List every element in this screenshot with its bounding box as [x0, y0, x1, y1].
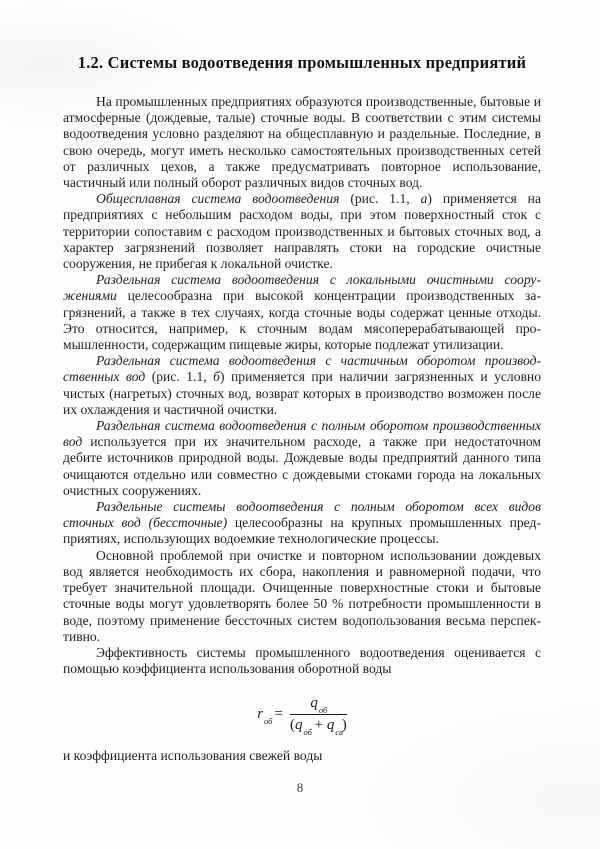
- formula-recycled-water-coefficient: [63, 695, 541, 738]
- formula-denominator: [289, 715, 347, 738]
- paragraph: [63, 191, 541, 272]
- paragraph-lead-italic: Раздельная система водоотведения с частичным оборотом производственных вод: [63, 353, 541, 385]
- formula-lhs-subscript: об: [264, 716, 273, 727]
- formula-plus-sign: +: [310, 717, 327, 734]
- paragraph: [63, 645, 541, 677]
- paragraph-text: целесообразна при высокой концентрации производственных загрязнений, а также в тех случаях, когда сточные воды содержат ценные отходы. Это относится, например, к сточным водам мясоперерабатывающей промышленности, содержащим пищевые жиры, которые подлежат утилизации.: [63, 288, 541, 353]
- paragraph-text: Основной проблемой при очистке и повторном использовании дождевых вод является необходимость их сбора, накопления и равномерной подачи, что требует значительной площади. Очищенные поверхностные стоки и бытовые сточные воды могут удовлетворять более 50 % потребности промышленности в воде, поэтому применение бессточных систем водопользования весьма перспективно.: [63, 547, 541, 644]
- paragraph-lead-italic: Раздельные системы водоотведения с полным оборотом всех видов сточных вод (бессточные): [63, 499, 541, 531]
- paragraph-text: Эффективность системы промышленного водоотведения оценивается с помощью коэффициента использования оборотной воды: [63, 644, 541, 677]
- formula-paren-open: (: [289, 717, 295, 734]
- paragraph: [63, 418, 541, 499]
- formula-lhs: [257, 706, 273, 727]
- paragraph-text: ) применяется на предприятиях с небольшим расходом воды, при этом поверхностный сток с территории сопоставим с расходом производственных и бытовых сточных вод, а характер загрязнений позволяет направлять стоки на городские очистные сооружения, не прибегая к локальной очистке.: [63, 191, 541, 272]
- page-number: 8: [296, 780, 304, 795]
- paragraph-lead-italic: Раздельная система водоотведения с полным оборотом производственных вод: [63, 418, 541, 450]
- paragraph-lead-italic: Общесплавная система водоотведения: [96, 191, 340, 207]
- section-title: 1.2. Системы водоотведения промышленных предприятий: [77, 53, 527, 72]
- paragraph-text: На промышленных предприятиях образуются производственные, бытовые и атмосферные (дождевые, талые) сточные воды. В соответствии с этим системы водоотведения условно разделяют на общесплавную и раздельные. Последние, в свою очередь, могут иметь несколько самостоятельных производственных сетей от различных цехов, а также предусматривать повторное использование, частичный или полный оборот различных видов сточных вод.: [63, 94, 541, 191]
- paragraph-text: используется при их значительном расходе, а также при недостаточном дебите источников природной воды. Дождевые воды предприятий данного типа очищаются отдельно или совместно с дождевыми стоками города на локальных очистных сооружениях.: [63, 434, 541, 498]
- formula-den-q1-subscript: об: [303, 727, 312, 738]
- formula-den-q2-subscript: св: [335, 727, 343, 738]
- paragraph-text: целесообразны на крупных промышленных предприятиях, использующих водоемкие технологические процессы.: [63, 515, 541, 547]
- paragraph: [63, 499, 541, 548]
- paragraph-text: (рис. 1.1,: [339, 191, 421, 207]
- formula-numerator-subscript: об: [318, 705, 328, 716]
- formula-lhs-base: r: [257, 706, 264, 723]
- paragraph: [63, 94, 541, 191]
- formula-fraction: [289, 695, 347, 738]
- paragraph: [63, 272, 541, 353]
- paragraph: [63, 548, 541, 645]
- paragraph-text: (рис. 1.1,: [145, 369, 214, 385]
- closing-line: и коэффициента использования свежей воды: [63, 748, 323, 764]
- formula-den-q1-base: q: [294, 717, 303, 734]
- formula-numerator-base: q: [310, 695, 318, 712]
- formula-den-q2-base: q: [326, 717, 335, 734]
- formula-equals-sign: =: [274, 706, 283, 723]
- formula-paren-close: ): [341, 717, 347, 734]
- page-content: [63, 53, 541, 765]
- paragraph-lead-italic: б: [213, 369, 220, 385]
- paragraph: [63, 353, 541, 418]
- formula-numerator: [290, 695, 347, 715]
- paragraph-text: ) применяется при наличии загрязненных и условно чистых (нагретых) сточных вод, возврат которых в производство возможен после их охлаждения и частичной очистки.: [63, 369, 541, 417]
- document-body: [63, 94, 541, 677]
- paragraph-lead-italic: Раздельная система водоотведения с локальными очистными сооружениями: [63, 272, 541, 304]
- paragraph-lead-italic: а: [420, 191, 428, 207]
